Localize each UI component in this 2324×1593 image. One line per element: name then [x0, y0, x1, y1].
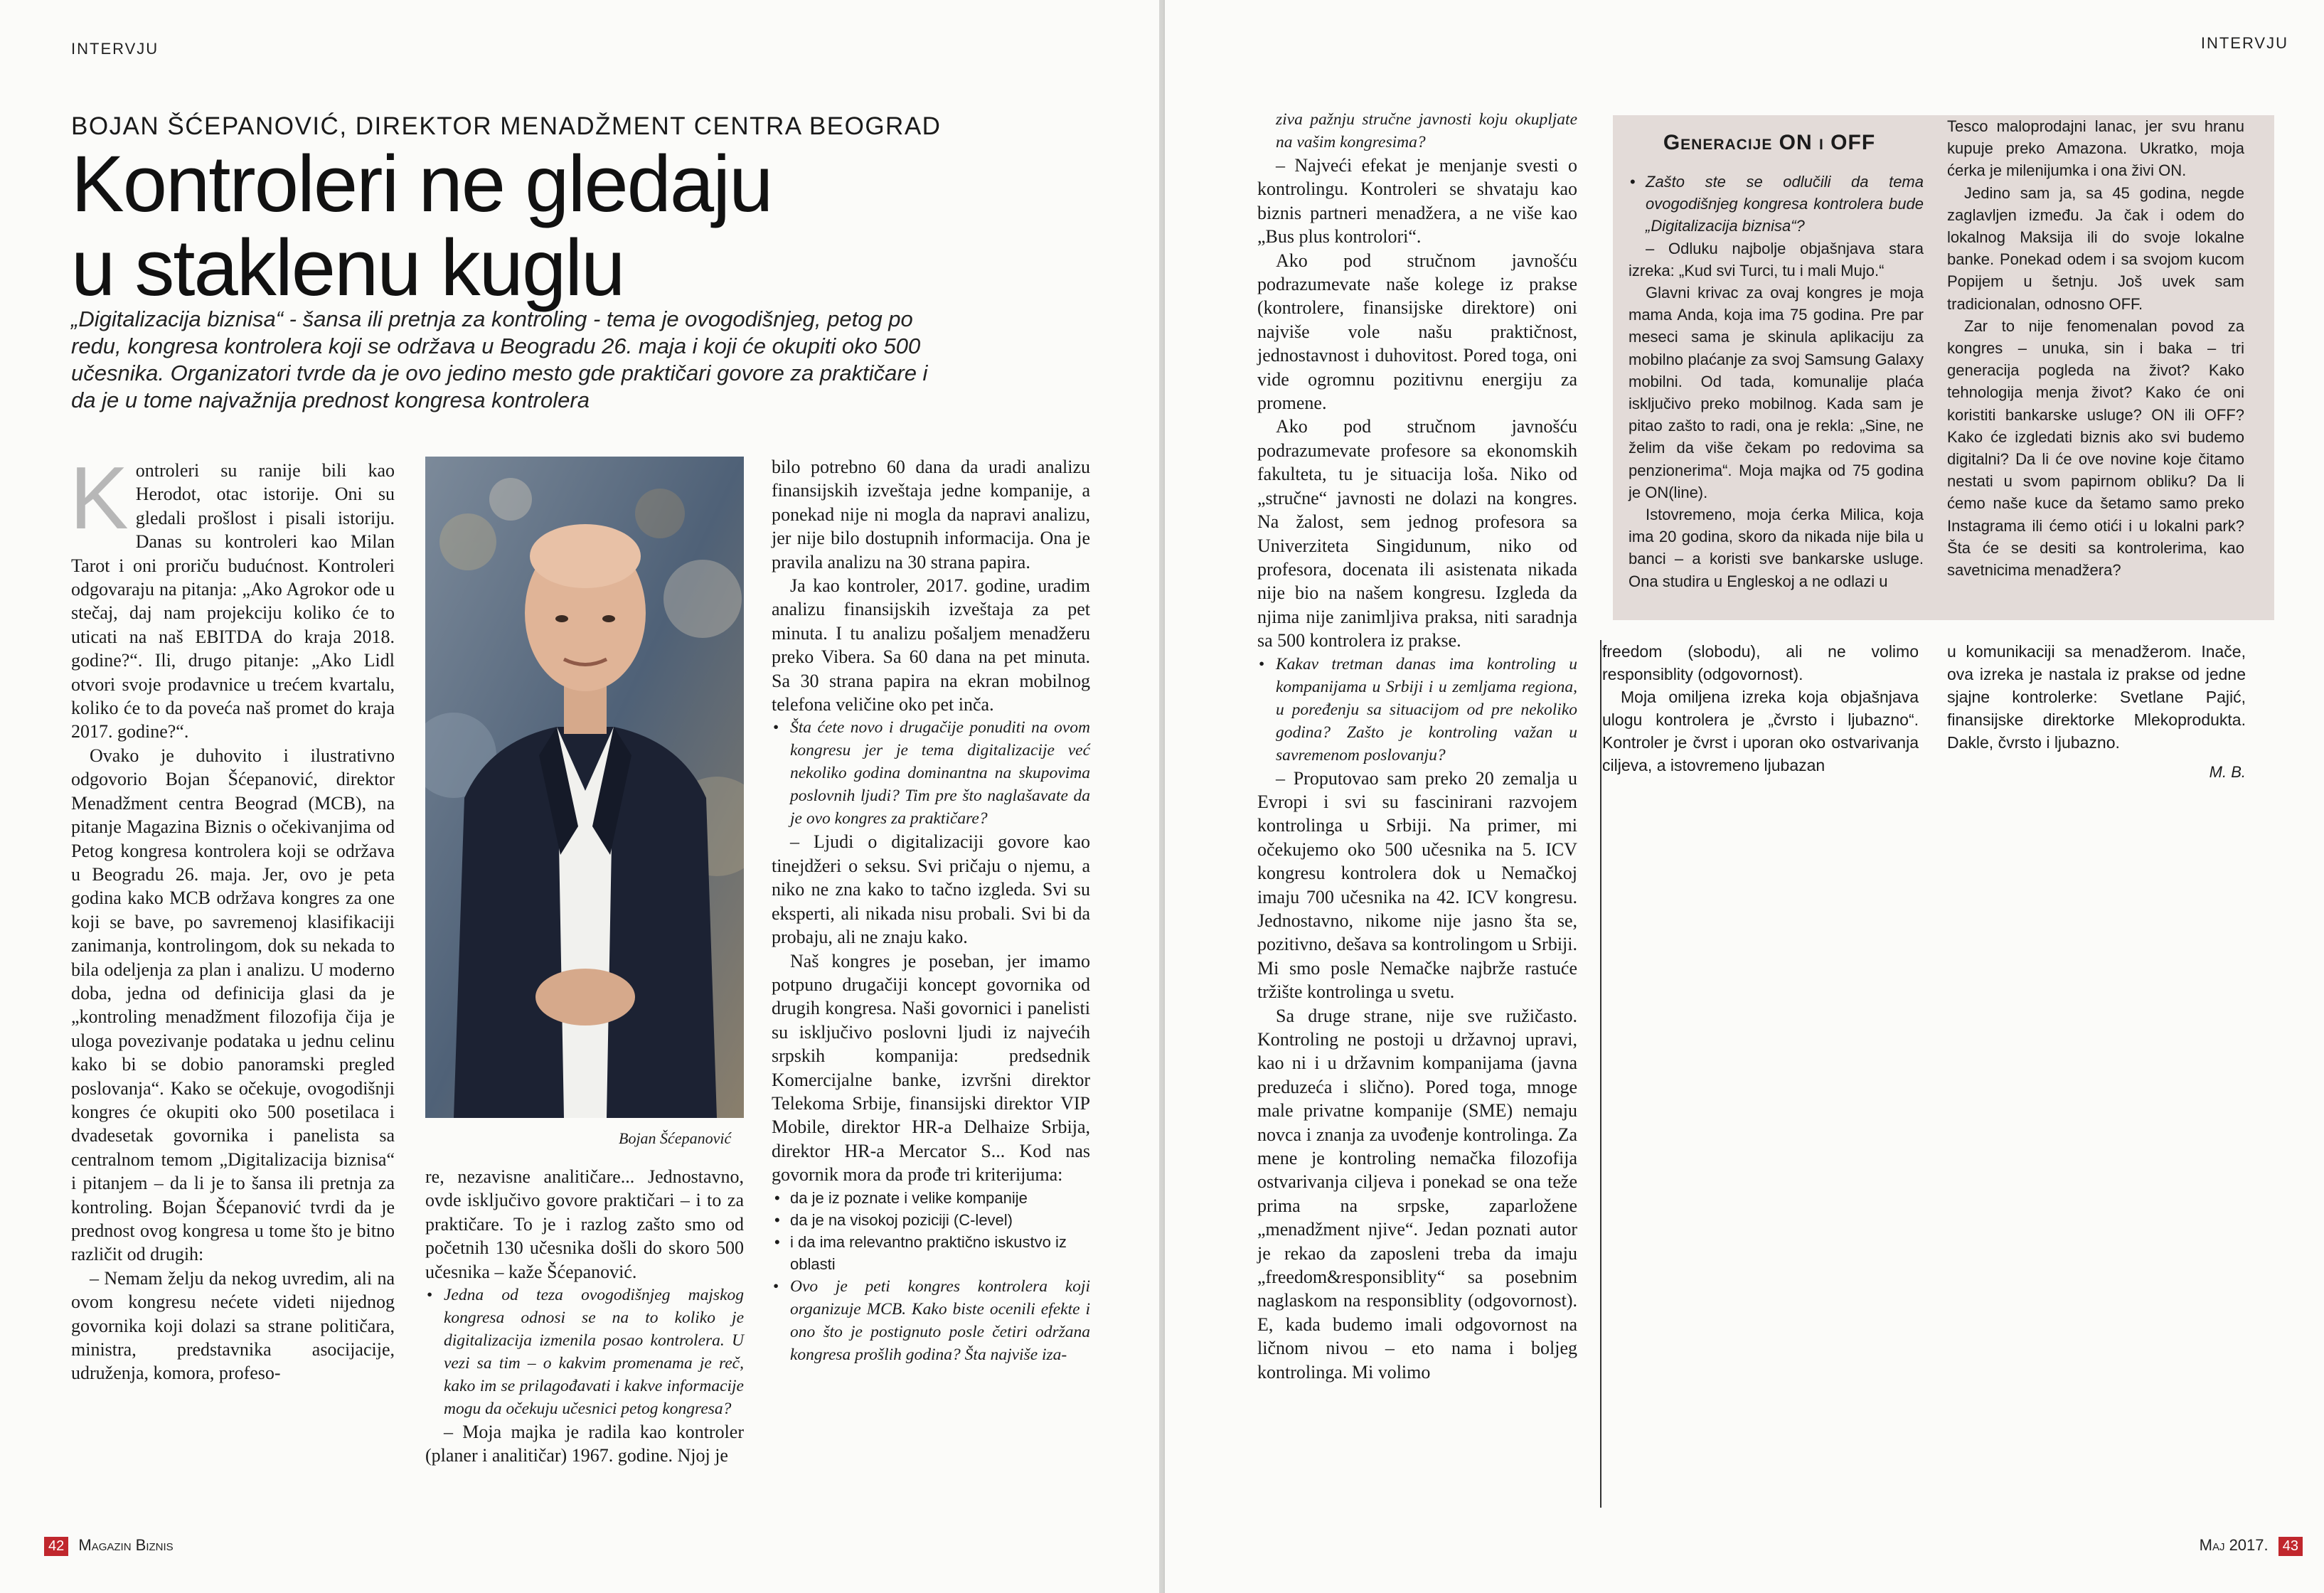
article-column-5 — [1602, 640, 1919, 777]
interview-question: • Šta ćete novo i drugačije ponuditi na ovom kongresu jer je tema digitalizacije već nekoliko godina dominantna na skupovima poslovnih ljudi? Tim pre što naglašavate da je ovo kongres za praktičare? — [772, 716, 1090, 830]
paragraph: Ako pod stručnom javnošću podrazumevate profesore sa ekonomskih fakulteta, tu je situacija loša. Niko od „stručne“ javnosti ne dolazi na kongres. Na žalost, sem jednog profesora sa Univerziteta Singidunum, niko od profesora, docenata ili asistenata nikada nije bio na našem kongresu. Izgleda da njima nije zanimljiva praksa, niti saradnja sa 500 kontrolera iz prakse. — [1257, 416, 1577, 651]
right-page — [1165, 0, 2324, 1593]
magazine-name: Magazin Biznis — [78, 1536, 174, 1554]
left-page — [0, 0, 1159, 1593]
paragraph: – Moja majka je radila kao kontroler (planer i analitičar) 1967. godine. Njoj je — [425, 1422, 744, 1466]
article-column-6 — [1947, 640, 2246, 784]
page-number: 42 — [44, 1537, 68, 1556]
headline — [71, 139, 853, 312]
paragraph: Ja kao kontroler, 2017. godine, uradim analizu finansijskih izveštaja za pet minuta. I tu analizu pošaljem menadžeru preko Vibera. Sa 60 dana na pet minuta. Sa 30 strana papira na ekran mobilnog telefona veličine oko pet inča. — [772, 575, 1090, 715]
author-signature: M. B. — [2209, 763, 2246, 781]
interview-question: • Ovo je peti kongres kontrolera koji organizuje MCB. Kako biste ocenili efekte i ono što je postignuto posle četiri održana kongresa prošlih godina? Šta najviše iza- — [772, 1275, 1090, 1366]
section-tag: INTERVJU — [2200, 34, 2288, 52]
article-column-2 — [425, 1165, 744, 1468]
dropcap: K — [70, 449, 129, 548]
paragraph: Ako pod stručnom javnošću podrazumevate naše kolege iz prakse (kontrolere, finansijske direktore) oni najviše vole našu praktičnost, jednostavnost i duhovitost. Pored toga, oni vide ogromnu pozitivnu energiju za promene. — [1257, 250, 1577, 414]
lead-paragraph — [71, 306, 953, 414]
sidebar-box — [1613, 115, 2274, 620]
interview-question: • Kakav tretman danas ima kontroling u kompanijama u Srbiji i u zemljama regiona, u poređenju sa situacijom od pre nekoliko godina? Zašto je kontroling važan u savremenom poslovanju? — [1257, 653, 1577, 767]
lead-line: redu, kongresa kontrolera koji se održava u Beogradu 26. maja i koji će okupiti oko 500 — [71, 334, 921, 358]
paragraph: Jedino sam ja, sa 45 godina, negde zaglavljen između. Ja čak i odem do lokalnog Maksija ili do svoje lokalne banke. Ponekad odem i sa svojom kucom Popijem u šetnju. Još uvek sam tradicionalan, odnosno OFF. — [1947, 183, 2244, 313]
paragraph: Zar to nije fenomenalan povod za kongres – unuka, sin i baka – tri generacija pogleda na život? Kako tehnologija menja život? Kako će oni koristiti bankarske usluge? ON ili OFF? Kako će izgledati biznis ako svi budemo digitalni? Da li će ove novine koje čitamo nestati u svom papirnom obliku? Da li ćemo naše kuce da šetamo samo preko Instagrama ili ćemo otići i u lokalni park? Šta će se desiti sa kontrolerima, kao savetnicima menadžera? — [1947, 316, 2244, 580]
paragraph: Moja omiljena izreka koja objašnjava ulogu kontrolera je „čvrsto i ljubazno“. Kontroler je čvrst i uporan oko ostvarivanja ciljeva, a istovremeno ljubazan — [1602, 688, 1919, 774]
paragraph: freedom (slobodu), ali ne volimo responsiblity (odgovornost). — [1602, 642, 1919, 683]
section-tag: INTERVJU — [71, 40, 159, 58]
article-column-1 — [70, 449, 395, 1385]
paragraph: u komunikaciji sa menadžerom. Inače, ova izreka je nastala iz prakse od jedne sjajne kontrolerke: Svetlane Pajić, finansijske direktorke Mlekoprodukta. Dakle, čvrsto i ljubazno. — [1947, 642, 2246, 752]
sidebar-column-2 — [1947, 115, 2244, 581]
photo-caption: Bojan Šćepanović — [619, 1129, 732, 1147]
list-item: • da je na visokoj poziciji (C-level) — [772, 1209, 1090, 1231]
page-number: 43 — [2278, 1537, 2303, 1556]
interview-question-continued: ziva pažnju stručne javnosti koju okupljate na vašim kongresima? — [1276, 110, 1577, 151]
headline-line-2: u staklenu kuglu — [71, 223, 624, 312]
column-rule — [1600, 640, 1601, 1508]
paragraph: – Odluku najbolje objašnjava stara izreka: „Kud svi Turci, tu i mali Mujo.“ — [1629, 239, 1924, 279]
paragraph: – Najveći efekat je menjanje svesti o kontrolingu. Kontroleri se shvataju kao biznis partneri menadžera, a ne više kao „Bus plus kontrolori“. — [1257, 155, 1577, 247]
article-column-4 — [1257, 108, 1577, 1384]
lead-line: da je u tome najvažnija prednost kongresa kontrolera — [71, 388, 590, 412]
paragraph: Ovako je duhovito i ilustrativno odgovorio Bojan Šćepanović, direktor Menadžment centra Beograd (MCB), na pitanje Magazina Biznis o očekivanjima od Petog kongresa kontrolera koji se održava u Beogradu 26. maja. Jer, ovo je peta godina kako MCB održava kongres za one koji se bave, po savremenoj klasifikaciji zanimanja, kontrolingom, dok su nekada to bila odeljenja za plan i analizu. U moderno doba, jedna od definicija glasi da je „kontroling menadžment filozofija čija je uloga povezivanje podataka u jednu celinu kako bi se dobio panoramski pregled poslovanja“. Kako se očekuje, ovogodišnji kongres će okupiti oko 500 posetilaca i dvadesetak govornika i panelista sa centralnom temom „Digitalizacija biznisa“ i pitanjem – da li je to šansa ili pretnja za kontroling. Bojan Šćepanović tvrdi da je prednost ovog kongresa u tome što je bitno različit od drugih: — [71, 745, 395, 1265]
sidebar-title: Generacije ON i OFF — [1663, 131, 1876, 154]
issue-date: Maj 2017. — [2199, 1536, 2269, 1554]
paragraph: Glavni krivac za ovaj kongres je moja mama Anda, koja ima 75 godina. Pre par meseci sama je skinula aplikaciju za mobilno plaćanje za svoj Samsung Galaxy mobilni. Od tada, komunalije plaća isključivo preko mobilnog. Kada sam je pitao zašto to radi, ona je rekla: „Sine, ne želim da više čekam po redovima sa penzionerima“. Moja majka od 75 godina je ON(line). — [1629, 284, 1924, 501]
interview-question: • Jedna od teza ovogodišnjeg majskog kongresa odnosi se na to koliko je digitalizacija izmenila posao kontrolera. U vezi sa tim – o kakvim promenama je reč, kako im se prilagođavati i kakve informacije mogu da očekuju učesnici petog kongresa? — [425, 1284, 744, 1420]
paragraph: – Ljudi o digitalizaciji govore kao tinejdžeri o seksu. Svi pričaju o njemu, a niko ne zna kako to tačno izgleda. Svi su eksperti, ali nikada nisu probali. Svi bi da probaju, ali ne znaju kako. — [772, 831, 1090, 948]
sidebar-column-1 — [1629, 171, 1924, 592]
paragraph — [70, 449, 395, 744]
paragraph: Istovremeno, moja ćerka Milica, koja ima 20 godina, skoro da nikada nije bila u banci – a koristi sve bankarske usluge. Ona studira u Engleskoj a ne odlazi u — [1629, 506, 1924, 590]
folio-left — [44, 1536, 174, 1556]
headline-line-1: Kontroleri ne gledaju — [71, 139, 772, 228]
paragraph: – Proputovao sam preko 20 zemalja u Evropi i svi su fascinirani razvojem kontrolinga u Srbiji. Na primer, mi očekujemo oko 500 učesnika na 5. ICV kongresu kontrolera dok u Nemačkoj imaju 700 učesnika na 42. ICV kongresu. Jednostavno, nikome nije jasno šta se, pozitivno, dešava sa kontrolingom u Srbiji. Mi smo posle Nemačke najbrže rastuće tržište kontrolinga u svetu. — [1257, 767, 1577, 1003]
portrait-photo — [425, 457, 744, 1118]
paragraph: bilo potrebno 60 dana da uradi analizu finansijskih izveštaja jedne kompanije, a ponekad nije ni mogla da napravi analizu, jer nije bilo dostupnih informacija. Ona je pravila analizu na 30 strana papira. — [772, 457, 1090, 572]
paragraph: Sa druge strane, nije sve ružičasto. Kontroling ne postoji u državnoj upravi, kao ni i u državnim kompanijama (javna preduzeća i slično). Pored toga, mnoge male privatne kompanije (SME) nemaju novca i znanja za uvođenje kontrolinga. Za mene je kontroling nemačka filozofija ostvarivanja ciljeva i ponekad se ona teže prima na srpske, zaparložene „menadžment njive“. Jedan poznati autor je rekao da zaposleni treba da imaju „freedom&responsiblity“ sa posebnim naglaskom na responsiblity (odgovornost). E, kada budemo imali odgovornost na ličnom nivou – eto nama i boljeg kontrolinga. Mi volimo — [1257, 1005, 1577, 1382]
paragraph: Naš kongres je poseban, jer imamo potpuno drugačiji koncept govornika od drugih kongresa. Naši govornici i panelisti su isključivo poslovni ljudi iz najvećih srpskih kompanija: predsednik Komercijalne banke, izvršni direktor Telekoma Srbije, finansijski direktor VIP Mobile, direktor HR-a Delhaize Srbija, direktor HR-a Mercator S... Kod nas govornik mora da prođe tri kriterijuma: — [772, 950, 1090, 1186]
paragraph: Tesco maloprodajni lanac, jer svu hranu kupuje preko Amazona. Ukratko, moja ćerka je milenijumka i ona živi ON. — [1947, 117, 2244, 180]
lead-line: učesnika. Organizatori tvrde da je ovo jedino mesto gde praktičari govore za praktičare i — [71, 361, 928, 385]
list-item: • i da ima relevantno praktično iskustvo iz oblasti — [772, 1231, 1090, 1275]
lead-line: „Digitalizacija biznisa“ - šansa ili pretnja za kontroling - tema je ovogodišnjeg, petog po — [71, 307, 913, 331]
folio-right — [2200, 1536, 2303, 1556]
paragraph: – Nemam želju da nekog uvredim, ali na ovom kongresu nećete videti nijednog govornika koji dolazi sa strane političara, ministra, predstavnika asocijacije, udruženja, komora, profeso- — [71, 1267, 395, 1384]
article-column-3 — [772, 455, 1090, 1366]
kicker: BOJAN ŠĆEPANOVIĆ, DIREKTOR MENADŽMENT CENTRA BEOGRAD — [71, 112, 942, 140]
list-item: • da je iz poznate i velike kompanije — [772, 1187, 1090, 1209]
portrait-illustration — [425, 457, 744, 1118]
criteria-list — [772, 1187, 1090, 1275]
paragraph: re, nezavisne analitičare... Jednostavno, ovde isključivo govore praktičari – i to za praktičare. To je i razlog zašto smo od početnih 130 učesnika došli do skoro 500 učesnika – kaže Šćepanović. — [425, 1166, 744, 1282]
interview-question: • Zašto ste se odlučili da tema ovogodišnjeg kongresa kontrolera bude „Digitalizacija biznisa“? — [1629, 171, 1924, 238]
paragraph-text: ontroleri su ranije bili kao Herodot, otac istorije. Oni su gledali prošlost i pisali istoriju. Danas su kontroleri kao Milan Tarot i oni proriču budućnost. Kontroleri odgovaraju na pitanja: „Ako Agrokor ode u stečaj, daj nam projekciju koliko će to uticati na naš EBITDA do kraja 2018. godine?“. Ili, drugo pitanje: „Ako Lidl otvori svoje prodavnice u trećem kvartalu, koliko će to da poveća naš promet do kraja 2017. godine?“. — [71, 460, 395, 742]
